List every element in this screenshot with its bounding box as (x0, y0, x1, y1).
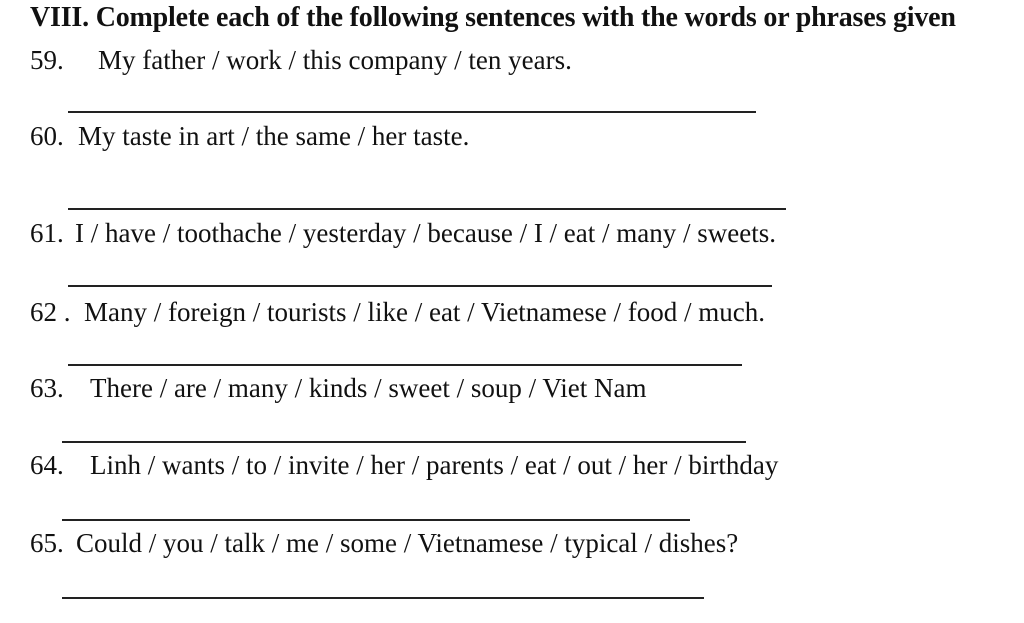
answer-line-63[interactable] (62, 441, 746, 443)
item-prompt: My taste in art / the same / her taste. (78, 121, 470, 151)
answer-line-61[interactable] (68, 285, 772, 287)
answer-line-65[interactable] (62, 597, 704, 599)
item-number: 64. (30, 450, 64, 480)
exercise-item-64 (30, 450, 778, 481)
exercise-item-65 (30, 528, 738, 559)
item-number: 61. (30, 218, 64, 248)
exercise-item-60 (30, 121, 469, 152)
answer-line-64[interactable] (62, 519, 690, 521)
exercise-item-63 (30, 373, 647, 404)
item-number: 60. (30, 121, 64, 151)
item-number: 59. (30, 45, 64, 75)
item-number: 62 . (30, 297, 71, 327)
item-number: 63. (30, 373, 64, 403)
item-prompt: Many / foreign / tourists / like / eat / Vietnamese / food / much. (84, 297, 765, 327)
item-prompt: Linh / wants / to / invite / her / parents / eat / out / her / birthday (90, 450, 779, 480)
item-prompt: There / are / many / kinds / sweet / soup / Viet Nam (90, 373, 647, 403)
item-prompt: I / have / toothache / yesterday / because / I / eat / many / sweets. (75, 218, 776, 248)
exercise-item-61 (30, 218, 776, 249)
answer-line-59[interactable] (68, 111, 756, 113)
item-prompt: Could / you / talk / me / some / Vietnamese / typical / dishes? (76, 528, 739, 558)
item-prompt: My father / work / this company / ten years. (98, 45, 572, 75)
exercise-item-59 (30, 45, 572, 76)
exercise-heading: VIII. Complete each of the following sentences with the words or phrases given (30, 2, 956, 33)
answer-line-62[interactable] (68, 364, 742, 366)
exercise-item-62 (30, 297, 765, 328)
item-number: 65. (30, 528, 64, 558)
answer-line-60[interactable] (68, 208, 786, 210)
